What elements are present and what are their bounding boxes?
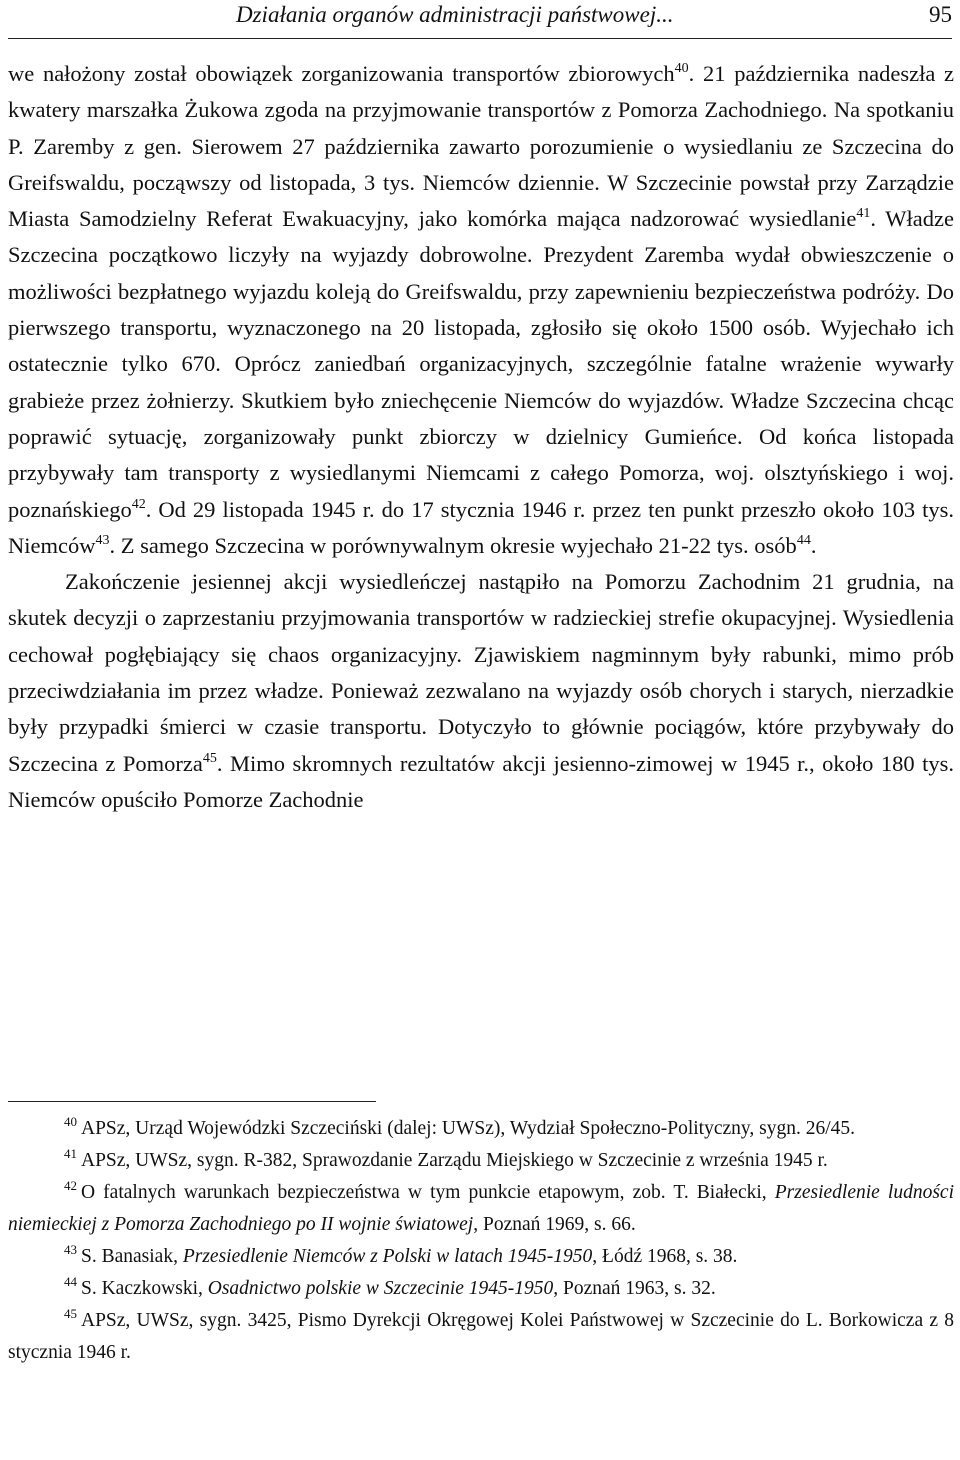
footnote-ref-45[interactable]: 45 [202,750,217,766]
footnote-text: APSz, Urząd Wojewódzki Szczeciński (dalej: UWSz), Wydział Społeczno-Polityczny, sygn. 26/45. [81,1118,856,1139]
text-run: . Mimo skromnych rezultatów akcji jesienno-zimowej w 1945 r., około 180 tys. Niemców opuściło Pomorze Zachodnie [8,750,954,812]
text-run: . 21 października nadeszła z kwatery marszałka Żukowa zgoda na przyjmowanie transportów z Pomorza Zachodniego. Na spotkaniu P. Zaremby z gen. Sierowem 27 października zawarto porozumienie o wysiedlaniu ze Szczecina do Greifswaldu, począwszy od listopada, 3 tys. Niemców dziennie. W Szczecinie powstał przy Zarządzie Miasta Samodzielny Referat Ewakuacyjny, jako komórka mająca nadzorować wysiedlanie [8,61,954,232]
page-number: 95 [929,2,952,27]
footnote-text: S. Banasiak, [81,1246,183,1267]
text-run: . Od 29 listopada 1945 r. do 17 stycznia 1946 r. przez ten punkt przeszło około 103 tys. Niemców [8,496,954,558]
text-run: Zakończenie jesiennej akcji wysiedleńczej nastąpiło na Pomorzu Zachodnim 21 grudnia, na skutek decyzji o zaprzestaniu przyjmowania transportów w radzieckiej strefie okupacyjnej. Wysiedlenia cechował pogłębiający się chaos organizacyjny. Zjawiskiem nagminnym były rabunki, mimo prób przeciwdziałania im przez władze. Ponieważ zezwalano na wyjazdy osób chorych i starych, nierzadkie były przypadki śmierci w czasie transportu. Dotyczyło to głównie pociągów, które przybywały do Szczecina z Pomorza [8,569,954,776]
footnote-number: 43 [64,1242,77,1257]
footnote-ref-44[interactable]: 44 [796,532,811,548]
text-run: we nałożony został obowiązek zorganizowania transportów zbiorowych [8,61,675,86]
footnote-text: O fatalnych warunkach bezpieczeństwa w tym punkcie etapowym, zob. T. Białecki, [81,1182,775,1203]
footnote-45 [8,1305,954,1369]
footnote-ref-42[interactable]: 42 [131,496,146,512]
footnote-text: APSz, UWSz, sygn. 3425, Pismo Dyrekcji Okręgowej Kolei Państwowej w Szczecinie do L. Borkowicza z 8 stycznia 1946 r. [8,1310,954,1363]
footnote-text: , Poznań 1963, s. 32. [553,1278,716,1299]
paragraph-1 [8,56,954,564]
footnote-40 [8,1113,954,1145]
footnote-42 [8,1177,954,1241]
footnote-work-title: Osadnictwo polskie w Szczecinie 1945-1950 [207,1278,554,1299]
footnote-ref-40[interactable]: 40 [674,61,689,76]
footnote-number: 41 [64,1146,77,1161]
footnote-work-title: Przesiedlenie ludności niemieckiej z Pomorza Zachodniego po II wojnie światowej [8,1182,954,1235]
footnote-text: APSz, UWSz, sygn. R-382, Sprawozdanie Zarządu Miejskiego w Szczecinie z września 1945 r. [81,1150,828,1171]
footnote-separator [8,1101,376,1102]
text-run: . Z samego Szczecina w porównywalnym okresie wyjechało 21-22 tys. osób [109,532,797,558]
footnote-work-title: Przesiedlenie Niemców z Polski w latach 1945-1950 [182,1246,593,1267]
footnote-text: , Poznań 1969, s. 66. [473,1214,636,1235]
footnote-number: 45 [64,1306,77,1321]
body-text [8,56,954,818]
footnote-text: , Łódź 1968, s. 38. [592,1246,738,1267]
footnotes [8,1113,954,1369]
running-header [8,0,952,39]
footnote-text: S. Kaczkowski, [81,1278,208,1299]
text-run: . Władze Szczecina początkowo liczyły na wyjazdy dobrowolne. Prezydent Zaremba wydał obwieszczenie o możliwości bezpłatnego wyjazdu koleją do Greifswaldu, przy zapewnieniu bezpieczeństwa podróży. Do pierwszego transportu, wyznaczonego na 20 listopada, zgłosiło się około 1500 osób. Wyjechało ich ostatecznie tylko 670. Oprócz zaniedbań organizacyjnych, szczególnie fatalne wrażenie wywarły grabieże przez żołnierzy. Skutkiem było zniechęcenie Niemców do wyjazdów. Władze Szczecina chcąc poprawić sytuację, zorganizowały punkt zbiorczy w dzielnicy Gumieńce. Od końca listopada przybywały tam transporty z wysiedlanymi Niemcami z całego Pomorza, woj. olsztyńskiego i woj. poznańskiego [8,206,955,522]
footnote-ref-43[interactable]: 43 [95,532,110,548]
footnote-ref-41[interactable]: 41 [856,206,871,222]
footnote-41 [8,1145,954,1177]
footnote-43 [8,1241,954,1273]
footnote-number: 44 [64,1274,77,1289]
paragraph-2 [8,564,954,818]
footnote-number: 42 [64,1178,77,1193]
footnote-44 [8,1273,954,1305]
footnote-number: 40 [64,1114,77,1129]
running-title: Działania organów administracji państwowej... [236,2,674,27]
text-run: . [810,532,817,558]
